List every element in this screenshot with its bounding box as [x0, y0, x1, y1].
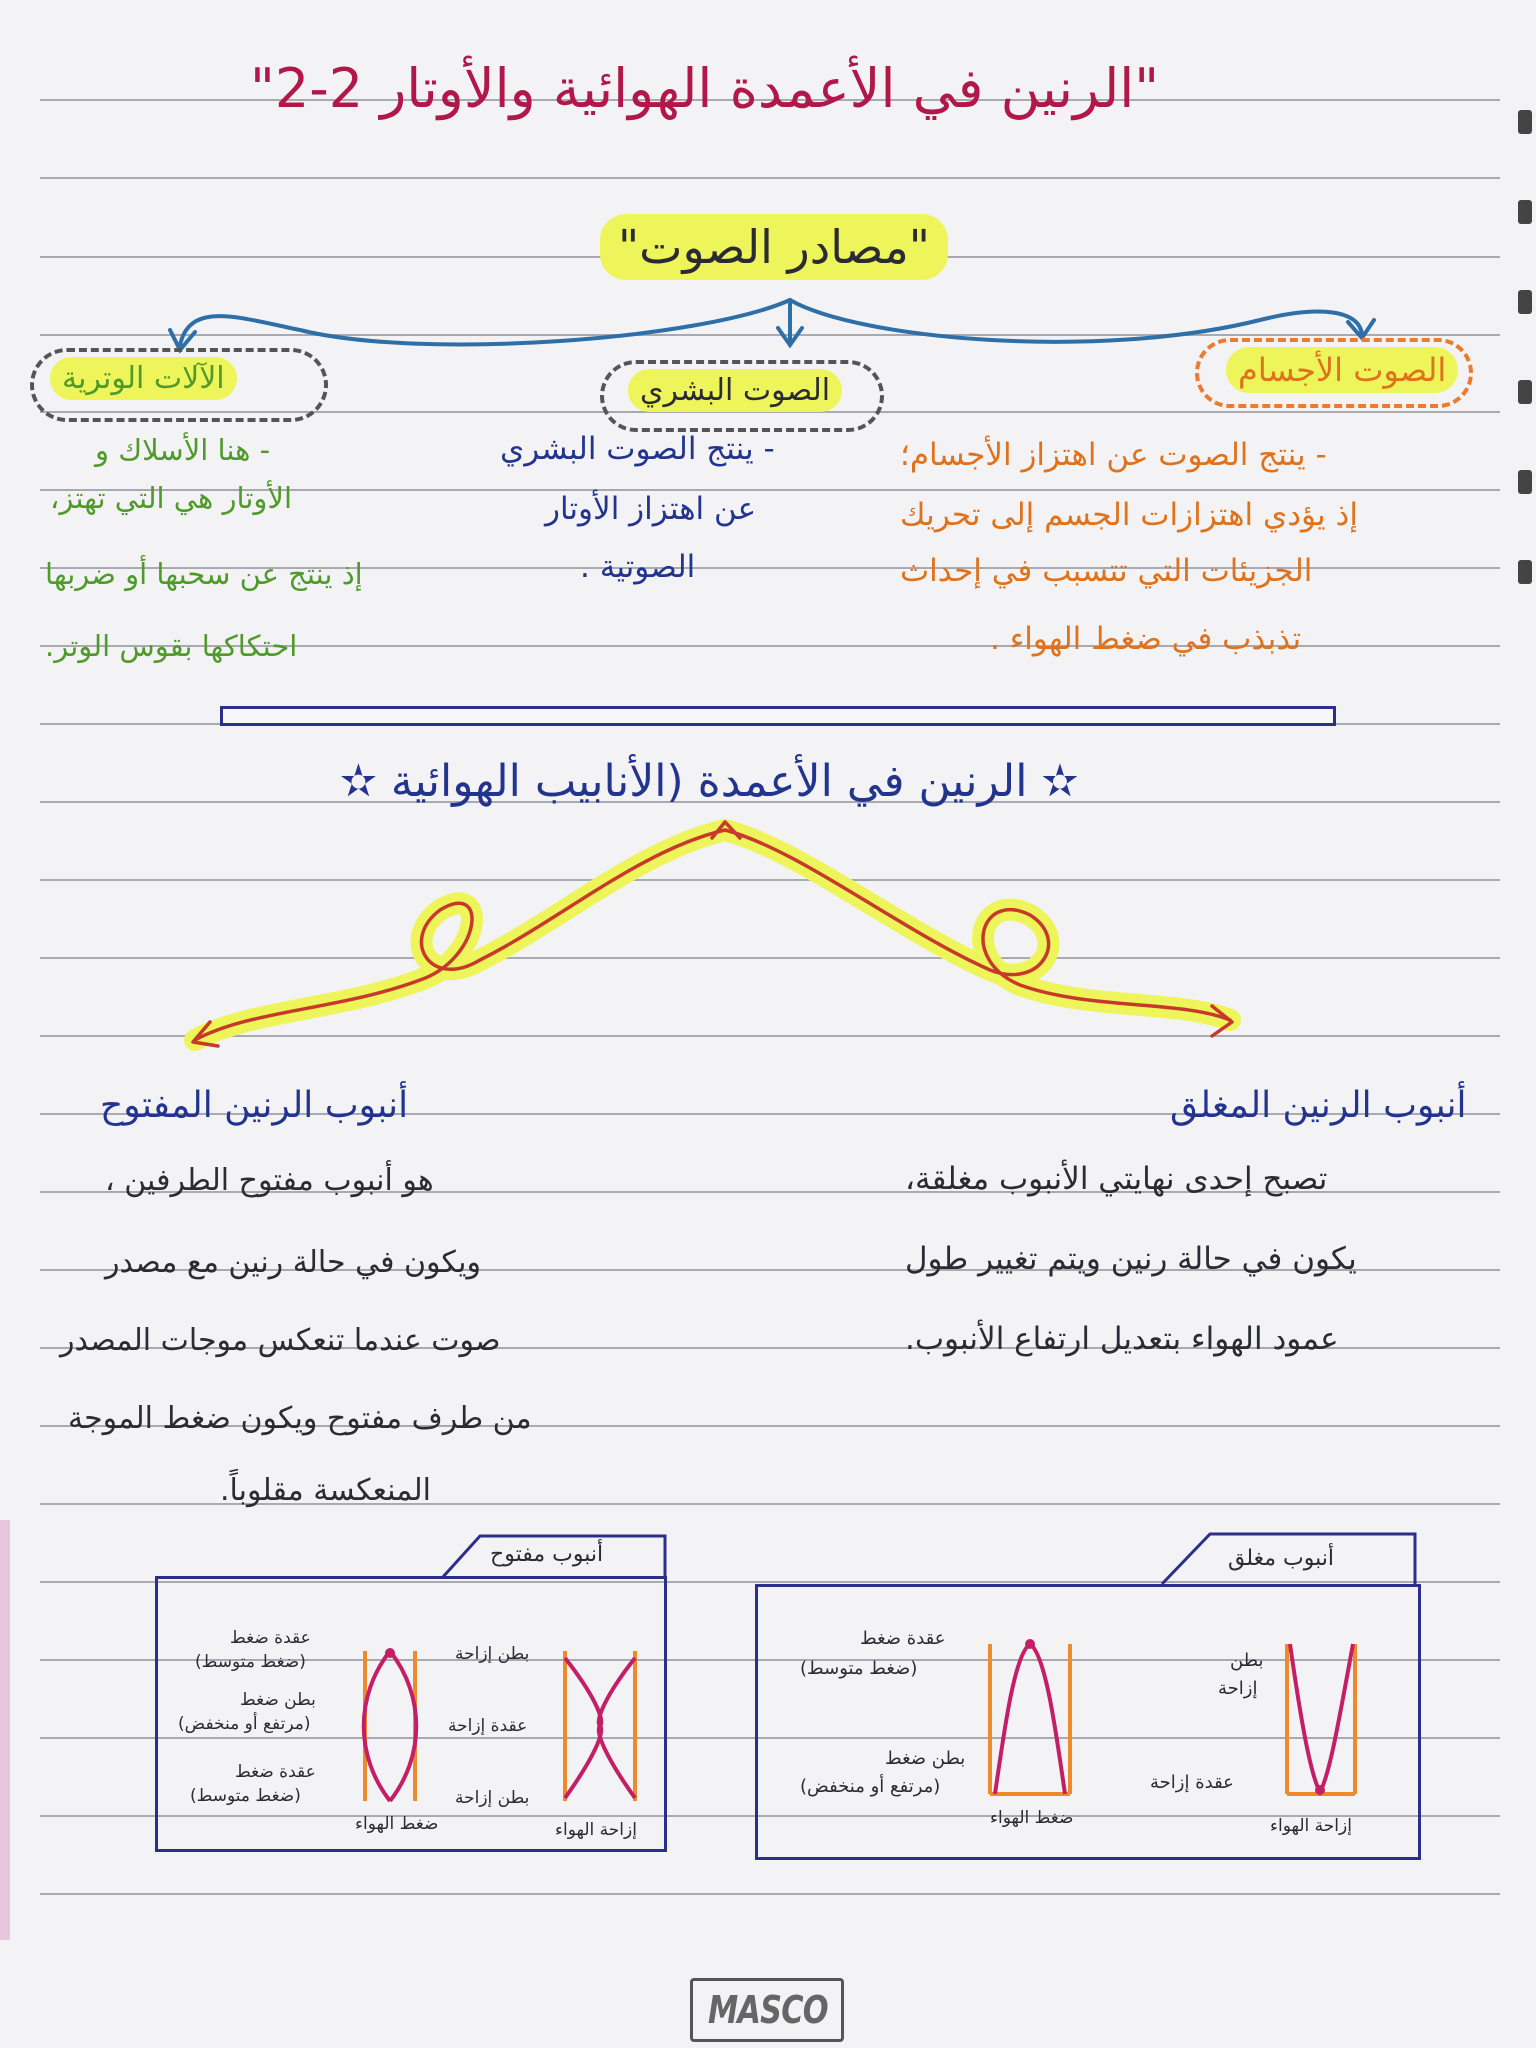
objects-line-2: إذ يؤدي اهتزازات الجسم إلى تحريك [900, 497, 1358, 533]
human-line-2: عن اهتزاز الأوتار [545, 491, 757, 527]
open-line-3: صوت عندما تنعكس موجات المصدر [60, 1323, 501, 1358]
open-line-4: من طرف مفتوح ويكون ضغط الموجة [68, 1401, 532, 1436]
strings-label: الآلات الوترية [50, 364, 237, 394]
closed-pressure-label-1: عقدة ضغط [860, 1628, 946, 1649]
strings-line-1: - هنا الأسلاك و [95, 433, 271, 467]
objects-line-4: تذبذب في ضغط الهواء . [990, 621, 1302, 657]
closed-line-3: عمود الهواء بتعديل ارتفاع الأنبوب. [905, 1321, 1339, 1357]
closed-displacement-label-3: عقدة إزاحة [1150, 1772, 1234, 1793]
closed-pressure-label-2: (ضغط متوسط) [800, 1658, 918, 1679]
strings-line-3: إذ ينتج عن سحبها أو ضربها [45, 557, 363, 591]
open-pressure-label-6: (ضغط متوسط) [190, 1786, 301, 1806]
masco-logo: MASCO [690, 1978, 844, 2042]
open-pressure-label-3: بطن ضغط [240, 1690, 316, 1710]
strings-line-4: احتكاكها بقوس الوتر. [45, 629, 298, 663]
star-icon: ✫ [1027, 756, 1079, 807]
open-tube-tab: أنبوب مفتوح [490, 1542, 604, 1567]
human-label: الصوت البشري [628, 376, 842, 406]
closed-tube-title: أنبوب الرنين المغلق [1170, 1085, 1467, 1126]
closed-tube-tab: أنبوب مغلق [1228, 1546, 1334, 1571]
closed-pressure-caption: ضغط الهواء [990, 1808, 1074, 1828]
human-line-1: - ينتج الصوت البشري [500, 431, 775, 467]
closed-pressure-label-3: بطن ضغط [885, 1748, 966, 1769]
objects-line-1: - ينتج الصوت عن اهتزاز الأجسام؛ [900, 437, 1327, 473]
open-displacement-caption: إزاحة الهواء [555, 1820, 637, 1840]
open-displacement-label-3: بطن إزاحة [455, 1788, 530, 1808]
closed-displacement-caption: إزاحة الهواء [1270, 1816, 1352, 1836]
open-pressure-label-1: عقدة ضغط [230, 1628, 311, 1648]
sources-heading-text: "مصادر الصوت" [600, 214, 948, 280]
resonance-heading: ✫ الرنين في الأعمدة (الأنابيب الهوائية ✫ [340, 756, 1079, 807]
open-line-5: المنعكسة مقلوباً. [220, 1473, 431, 1508]
closed-line-1: تصبح إحدى نهايتي الأنبوب مغلقة، [905, 1161, 1328, 1197]
human-line-3: الصوتية . [580, 549, 696, 585]
closed-displacement-label-2: إزاحة [1218, 1678, 1258, 1699]
open-line-1: هو أنبوب مفتوح الطرفين ، [105, 1163, 434, 1198]
closed-displacement-label-1: بطن [1230, 1650, 1264, 1671]
open-displacement-label-2: عقدة إزاحة [448, 1716, 528, 1736]
objects-line-3: الجزيئات التي تتسبب في إحداث [900, 553, 1313, 589]
closed-line-2: يكون في حالة رنين ويتم تغيير طول [905, 1241, 1357, 1277]
open-pressure-caption: ضغط الهواء [355, 1814, 439, 1834]
closed-tube-waves [755, 1584, 1415, 1854]
objects-label: الصوت الأجسام [1226, 354, 1458, 386]
open-pressure-label-5: عقدة ضغط [235, 1762, 316, 1782]
open-tube-title: أنبوب الرنين المفتوح [100, 1085, 409, 1126]
open-pressure-label-4: (مرتفع أو منخفض) [178, 1714, 311, 1734]
open-displacement-label-1: بطن إزاحة [455, 1644, 530, 1664]
closed-pressure-label-4: (مرتفع أو منخفض) [800, 1776, 941, 1797]
page-title: "الرنين في الأعمدة الهوائية والأوتار 2-2" [250, 57, 1160, 120]
open-pressure-label-2: (ضغط متوسط) [195, 1652, 306, 1672]
strings-line-2: الأوتار هي التي تهتز، [50, 481, 292, 515]
star-icon: ✫ [340, 756, 391, 807]
open-line-2: ويكون في حالة رنين مع مصدر [105, 1245, 481, 1280]
